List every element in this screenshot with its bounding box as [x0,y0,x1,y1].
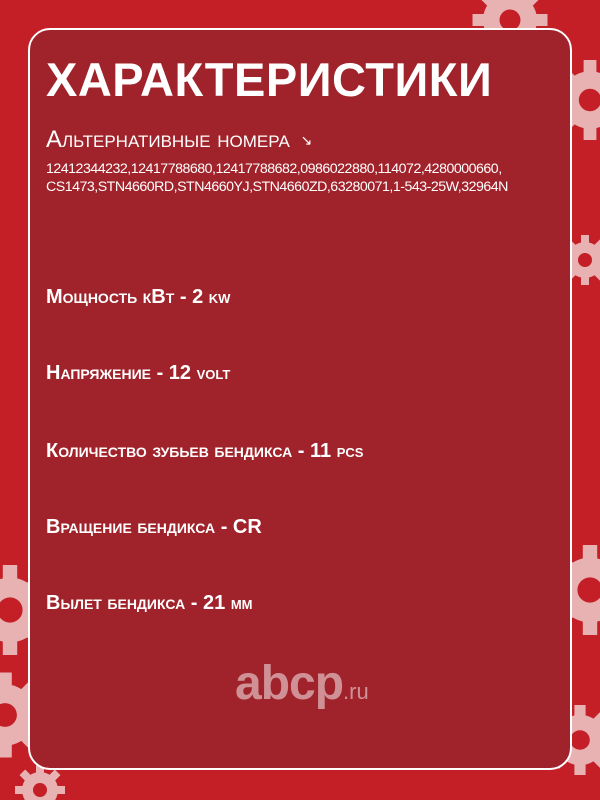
spec-label: Мощность кВт [46,286,175,308]
spec-value: 12 [168,362,192,384]
spec-label: Вращение бендикса [46,516,216,538]
logo-tld: .ru [343,679,369,704]
page-title: ХАРАКТЕРИСТИКИ [46,53,493,106]
spec-label: Напряжение [46,362,151,384]
spec-separator: - [190,592,198,614]
spec-bendix-reach [46,592,252,615]
spec-unit: volt [196,363,231,383]
spec-teeth-count [46,440,363,463]
alt-numbers-line: 12412344232,12417788680,12417788682,0986022880,114072,4280000660, [46,161,502,177]
spec-label: Вылет бендикса [46,592,186,614]
spec-voltage [46,362,230,385]
spec-separator: - [297,440,305,462]
spec-value: CR [232,516,262,538]
spec-value: 21 [203,592,226,614]
alt-numbers-heading [46,126,312,154]
spec-power [46,286,230,309]
alt-numbers-list [46,160,566,196]
spec-value: 2 [192,286,204,308]
spec-unit: kw [208,287,231,307]
specs-card [28,28,572,770]
spec-label: Количество зубьев бендикса [46,440,293,462]
alt-numbers-line: CS1473,STN4660RD,STN4660YJ,STN4660ZD,63280071,1-543-25W,32964N [46,179,508,195]
spec-value: 11 [309,440,332,462]
spec-unit: мм [230,593,253,613]
abcp-logo [235,656,369,711]
spec-unit: pcs [336,441,364,461]
spec-separator: - [220,516,228,538]
gear-icon [15,765,65,800]
spec-separator: - [156,362,164,384]
logo-main: abcp [235,657,344,710]
spec-rotation [46,516,262,539]
spec-separator: - [179,286,187,308]
arrow-down-right-icon: ↘ [300,132,313,149]
alt-numbers-label: Альтернативные номера [46,126,290,153]
